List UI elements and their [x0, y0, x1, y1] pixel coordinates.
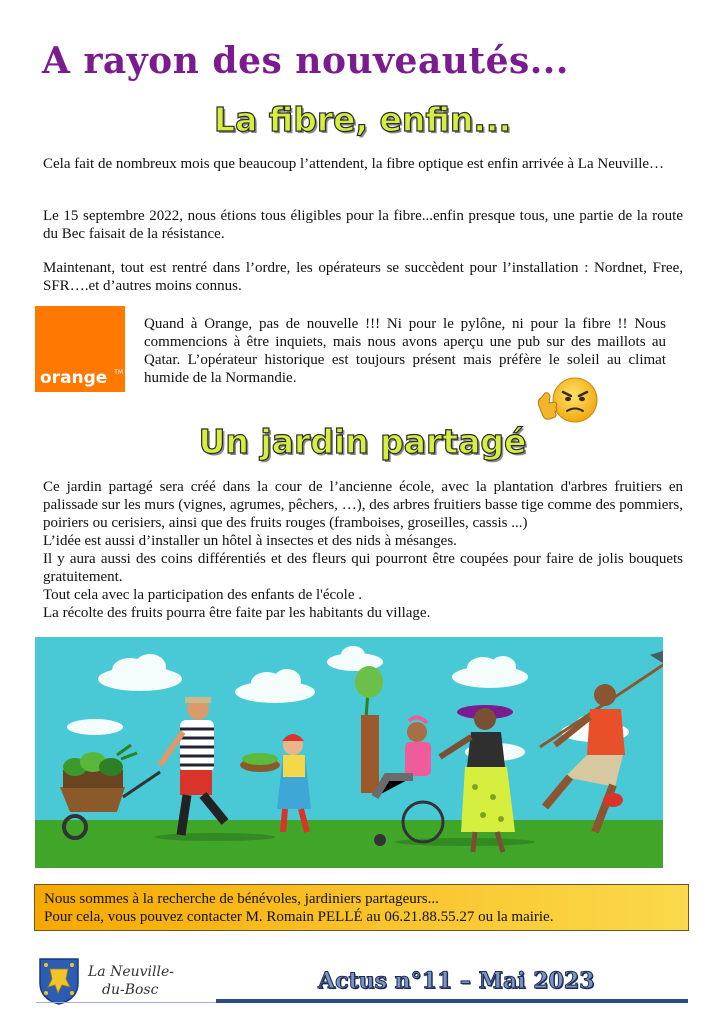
jardin-line: Tout cela avec la participation des enfants de l'école .: [43, 587, 363, 603]
orange-logo-tm: TM: [114, 369, 123, 376]
jardin-line: Ce jardin partagé sera créé dans la cour de l’ancienne école, avec la plantation d'arbres fruitiers en palissade sur les murs (vignes, agrumes, pêchers, …), des arbres fruitiers basse tige comme des pommiers, poiriers ou cerisiers, ainsi que des fruits rouges (framboises, groseilles, cassis ...): [43, 479, 683, 531]
footer-divider-thin: [36, 1002, 216, 1003]
jardin-line: La récolte des fruits pourra être faite par les habitants du village.: [43, 605, 431, 621]
section-title-jardin: Un jardin partagé: [198, 422, 527, 461]
orange-logo: [35, 306, 125, 392]
page-title: A rayon des nouveautés...: [42, 40, 569, 82]
fibre-paragraph-3: Maintenant, tout est rentré dans l’ordre, les opérateurs se succèdent pour l’installation : Nordnet, Free, SFR….et d’autres moins connus.: [43, 260, 683, 294]
garden-illustration: [35, 637, 663, 868]
angry-thumbs-down-emoji-icon: [533, 376, 603, 426]
jardin-line: Il y aura aussi des coins différentiés et des fleurs qui pourront être coupées pour faire de jolis bouquets gratuitement.: [43, 551, 683, 585]
commune-name: [88, 963, 174, 999]
commune-logo: [38, 957, 218, 1007]
fibre-paragraph-2: Le 15 septembre 2022, nous étions tous éligibles pour la fibre...enfin presque tous, une partie de la route du Bec faisait de la résistance.: [43, 208, 683, 242]
issue-title: Actus n°11 – Mai 2023: [318, 968, 595, 994]
jardin-paragraph: [43, 478, 683, 622]
callout-line-1: Nous sommes à la recherche de bénévoles, jardiniers partageurs...: [44, 891, 439, 907]
section-title-fibre: La fibre, enfin...: [214, 100, 511, 139]
commune-name-line-2: du-Bosc: [102, 982, 159, 998]
orange-logo-text: orange: [40, 368, 108, 388]
orange-paragraph: Quand à Orange, pas de nouvelle !!! Ni pour le pylône, ni pour la fibre !! Nous commencions à être inquiets, mais nous avons aperçu une pub sur des maillots au Qatar. L’opérateur historique est toujours présent mais préfère le soleil au climat humide de la Normandie.: [144, 316, 666, 386]
fibre-paragraph-1: Cela fait de nombreux mois que beaucoup l’attendent, la fibre optique est enfin arrivée à La Neuville…: [43, 156, 665, 172]
commune-name-line-1: La Neuville-: [88, 964, 175, 980]
callout-line-2: Pour cela, vous pouvez contacter M. Romain PELLÉ au 06.21.88.55.27 ou la mairie.: [44, 909, 554, 925]
footer-divider: [216, 999, 688, 1003]
volunteer-callout: [34, 884, 689, 931]
coat-of-arms-icon: [38, 957, 80, 1005]
jardin-line: L’idée est aussi d’installer un hôtel à insectes et des nids à mésanges.: [43, 533, 457, 549]
